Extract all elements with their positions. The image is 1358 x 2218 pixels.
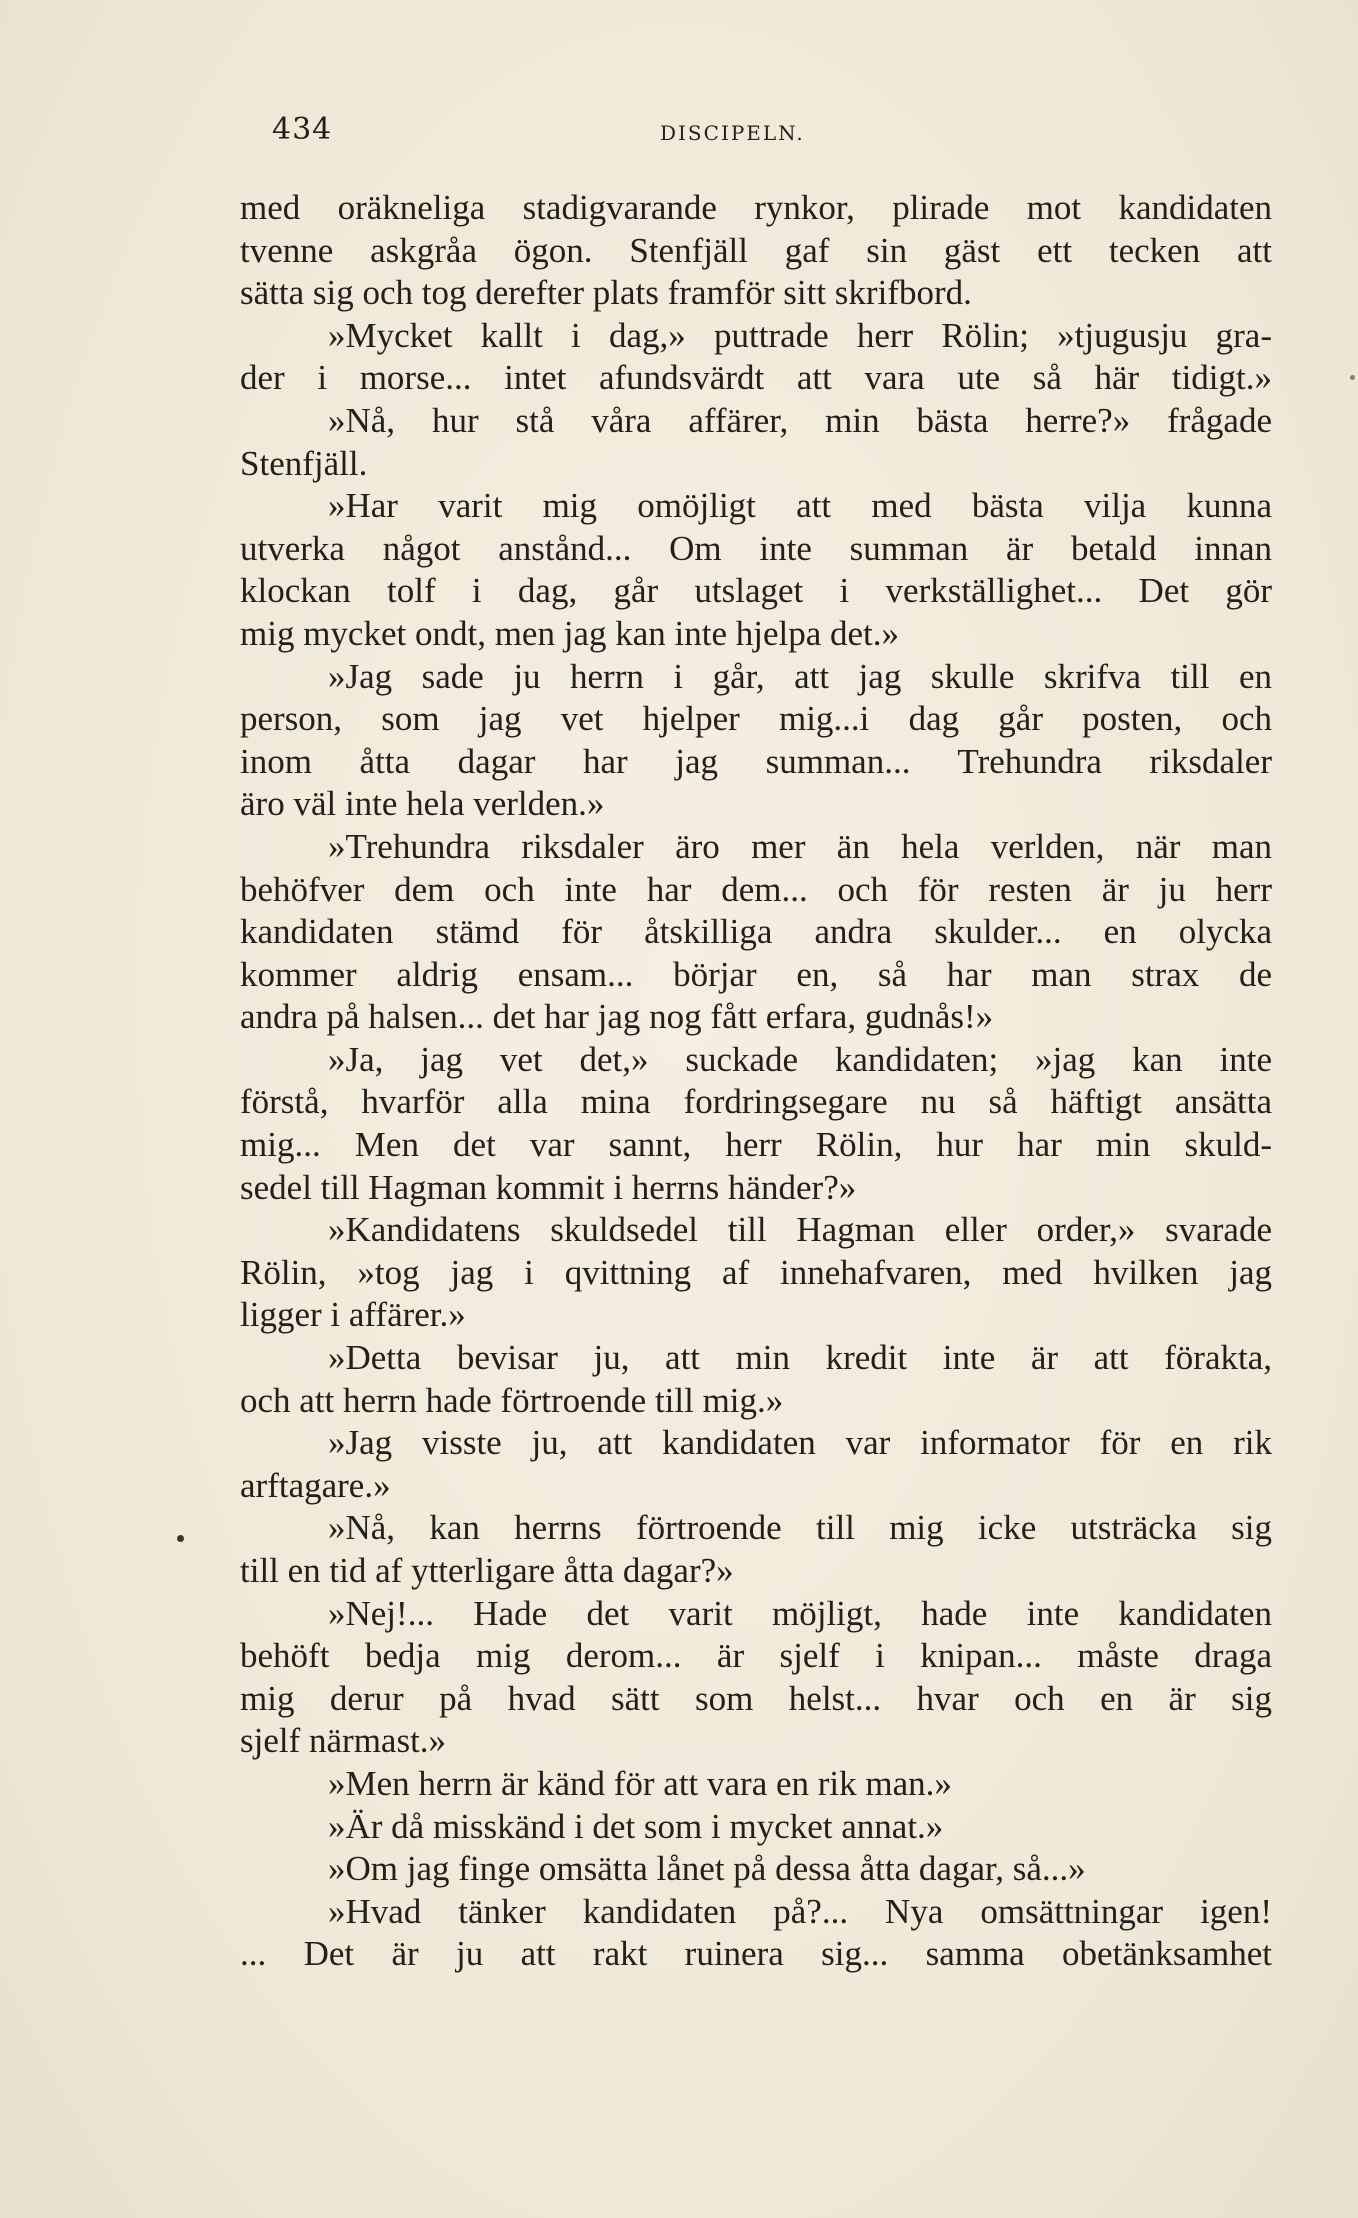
text-line: sedel till Hagman kommit i herrns händer?» <box>240 1167 857 1207</box>
text-line: behöfver dem och inte har dem... och för resten är ju herr <box>240 869 1272 909</box>
text-line: »Ja, jag vet det,» suckade kandidaten; »jag kan inte <box>328 1039 1272 1079</box>
text-line: ... Det är ju att rakt ruinera sig... samma obetänksamhet <box>240 1934 1272 1974</box>
text-line: »Kandidatens skuldsedel till Hagman eller order,» svarade <box>328 1210 1272 1250</box>
text-line: inom åtta dagar har jag summan... Trehundra riksdaler <box>240 741 1272 781</box>
text-line: tvenne askgråa ögon. Stenfjäll gaf sin gäst ett tecken att <box>240 230 1272 270</box>
body-text <box>240 187 1272 1976</box>
page-header <box>272 112 1272 162</box>
text-line: kandidaten stämd för åtskilliga andra skulder... en olycka <box>240 912 1272 952</box>
text-line: »Nå, hur stå våra affärer, min bästa herre?» frågade <box>328 400 1272 440</box>
text-line: sätta sig och tog derefter plats framför sitt skrifbord. <box>240 273 972 313</box>
margin-speck <box>1350 375 1355 380</box>
text-line: utverka något anstånd... Om inte summan är betald innan <box>240 528 1272 568</box>
text-line: förstå, hvarför alla mina fordringsegare nu så häftigt ansätta <box>240 1082 1272 1122</box>
text-line: Rölin, »tog jag i qvittning af innehafvaren, med hvilken jag <box>240 1252 1272 1292</box>
text-line: »Om jag finge omsätta lånet på dessa åtta dagar, så...» <box>328 1849 1086 1889</box>
text-line: »Hvad tänker kandidaten på?... Nya omsättningar igen! <box>328 1891 1272 1931</box>
text-line: kommer aldrig ensam... börjar en, så har man strax de <box>240 954 1272 994</box>
text-line: klockan tolf i dag, går utslaget i verkställighet... Det gör <box>240 571 1272 611</box>
text-line: »Har varit mig omöjligt att med bästa vilja kunna <box>328 486 1272 526</box>
margin-dot <box>177 1535 184 1542</box>
text-line: Stenfjäll. <box>240 443 368 483</box>
text-line: äro väl inte hela verlden.» <box>240 784 605 824</box>
text-line: mig mycket ondt, men jag kan inte hjelpa det.» <box>240 613 900 653</box>
text-line: »Men herrn är känd för att vara en rik man.» <box>328 1763 952 1803</box>
text-line: »Detta bevisar ju, att min kredit inte är att förakta, <box>328 1338 1272 1378</box>
text-line: »Jag visste ju, att kandidaten var informator för en rik <box>328 1423 1272 1463</box>
page-number: 434 <box>272 112 333 147</box>
text-line: »Nej!... Hade det varit möjligt, hade inte kandidaten <box>328 1593 1272 1633</box>
text-line: och att herrn hade förtroende till mig.» <box>240 1380 784 1420</box>
text-line: »Trehundra riksdaler äro mer än hela verlden, när man <box>328 826 1272 866</box>
text-line: andra på halsen... det har jag nog fått erfara, gudnås!» <box>240 997 994 1037</box>
text-line: arftagare.» <box>240 1465 391 1505</box>
text-line: ligger i affärer.» <box>240 1295 466 1335</box>
text-line: behöft bedja mig derom... är sjelf i knipan... måste draga <box>240 1636 1272 1676</box>
text-line: »Nå, kan herrns förtroende till mig icke utsträcka sig <box>328 1508 1272 1548</box>
text-line: till en tid af ytterligare åtta dagar?» <box>240 1551 734 1590</box>
text-line: person, som jag vet hjelper mig...i dag går posten, och <box>240 699 1272 739</box>
text-line: »Mycket kallt i dag,» puttrade herr Rölin; »tjugusju gra- <box>328 315 1272 355</box>
text-line: »Jag sade ju herrn i går, att jag skulle skrifva till en <box>328 656 1272 696</box>
text-line: med oräkneliga stadigvarande rynkor, plirade mot kandidaten <box>240 188 1272 227</box>
text-line: der i morse... intet afundsvärdt att vara ute så här tidigt.» <box>240 358 1272 398</box>
running-head: DISCIPELN. <box>660 121 805 145</box>
text-line: sjelf närmast.» <box>240 1721 447 1761</box>
text-line: mig derur på hvad sätt som helst... hvar och en är sig <box>240 1678 1272 1718</box>
text-line: »Är då misskänd i det som i mycket annat.» <box>328 1806 944 1846</box>
text-line: mig... Men det var sannt, herr Rölin, hur har min skuld- <box>240 1125 1272 1165</box>
